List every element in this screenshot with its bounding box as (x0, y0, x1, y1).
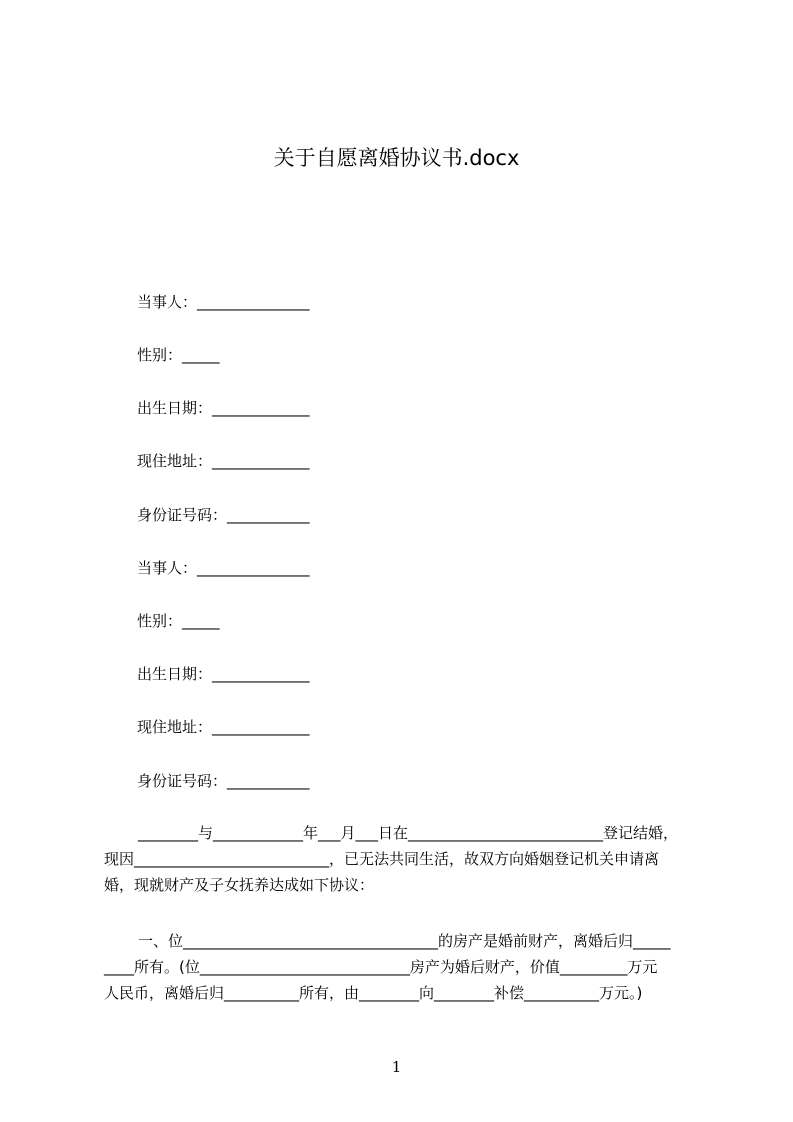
intro-paragraph (104, 820, 724, 898)
party1-id-field: 身份证号码：___________ (137, 506, 310, 524)
party2-name-field: 当事人：_______________ (137, 559, 310, 577)
intro-line-3: 婚，现就财产及子女抚养达成如下协议： (104, 876, 375, 894)
clause1-line-1: 一、位__________________________________的房产是婚前财产，离婚后归_____ (138, 932, 671, 950)
page-number: 1 (391, 1058, 402, 1076)
intro-line-1: ________与____________年___月___日在__________________________登记结婚， (138, 824, 679, 842)
party1-name-field: 当事人：_______________ (137, 293, 310, 311)
property-clause-paragraph (104, 928, 724, 1006)
party2-birth-field: 出生日期：_____________ (137, 665, 310, 683)
clause1-line-2: ____所有。(位____________________________房产为婚后财产，价值_________万元 (104, 958, 658, 976)
clause1-line-3: 人民币，离婚后归__________所有，由________向________补偿__________万元。) (104, 984, 643, 1002)
party1-address-field: 现住地址：_____________ (137, 452, 310, 470)
party1-birth-field: 出生日期：_____________ (137, 399, 310, 417)
party2-id-field: 身份证号码：___________ (137, 772, 310, 790)
party1-gender-field: 性别：_____ (137, 346, 220, 364)
intro-line-2: 现因__________________________，已无法共同生活，故双方向婚姻登记机关申请离 (104, 850, 660, 868)
party2-address-field: 现住地址：_____________ (137, 718, 310, 736)
document-title: 关于自愿离婚协议书.docx (273, 146, 520, 170)
party2-gender-field: 性别：_____ (137, 612, 220, 630)
